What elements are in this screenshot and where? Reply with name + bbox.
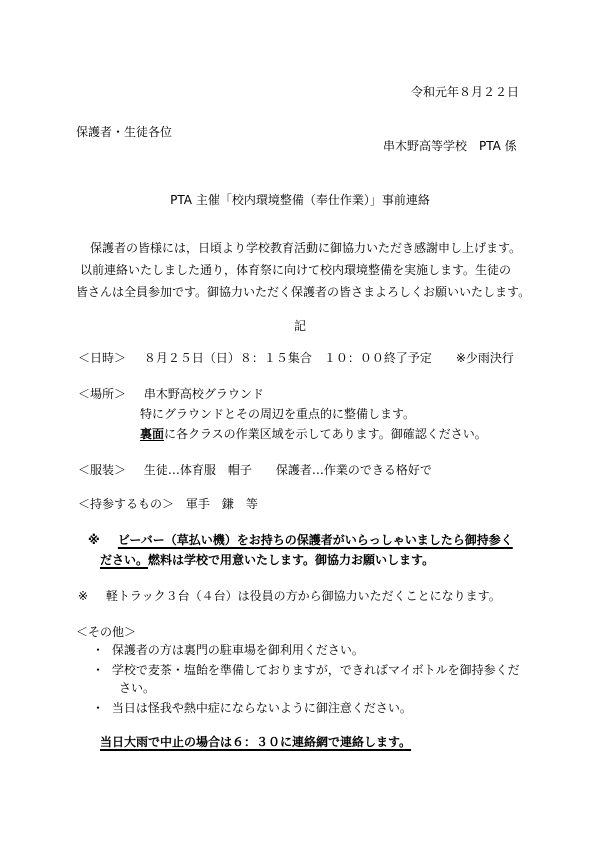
note1-line-1 — [88, 532, 513, 548]
others-bullet-1-text: 保護者の方は裏門の駐車場を御利用ください。 — [111, 643, 364, 657]
others-bullet-2-text: 学校で麦茶・塩飴を準備しておりますが，できればマイボトルを御持参くだ — [111, 663, 520, 677]
items-value: 軍手 鎌 等 — [185, 497, 258, 511]
others-bullet-3-text: 当日は怪我や熱中症にならないように御注意ください。 — [111, 701, 412, 715]
others-bullet-2 — [92, 662, 520, 678]
intro-line-1: 保護者の皆様には，日頃より学校教育活動に御協力いただき感謝申し上げます。 — [90, 241, 522, 255]
place-line-2: 特にグラウンドとその周辺を重点的に整備します。 — [140, 407, 416, 421]
attire-value: 生徒…体育服 帽子 保護者…作業のできる格好で — [143, 463, 432, 477]
note1-mark: ※ — [88, 533, 100, 547]
items-row — [78, 496, 258, 512]
datetime-label: ＜日時＞ — [78, 351, 127, 365]
datetime-value: ８月２５日（日）８：１５集合 １０：００終了予定 ※少雨決行 — [143, 351, 514, 365]
others-bullet-3 — [92, 700, 412, 716]
document-title: PTA 主催「校内環境整備（奉仕作業）」事前連絡 — [170, 193, 430, 207]
place-label: ＜場所＞ — [78, 387, 127, 401]
place-line-3-rest: に各クラスの作業区域を示してあります。御確認ください。 — [164, 427, 487, 441]
ki-heading: 記 — [293, 319, 306, 333]
note1-text-1: ビーバー（草払い機）をお持ちの保護者がいらっしゃいましたら御持参く — [117, 533, 513, 547]
bullet-mark: ・ — [92, 663, 105, 677]
place-line-3 — [140, 426, 487, 442]
intro-line-3: 皆さんは全員参加です。御協力いただく保護者の皆さまよろしくお願いいたします。 — [76, 285, 531, 299]
note1-emphasis: ださい。 — [100, 553, 149, 567]
note1-text-2: 燃料は学校で用意いたします。御協力お願いします。 — [148, 553, 435, 567]
sender: 串木野高等学校 PTA 係 — [383, 139, 517, 153]
bullet-mark: ・ — [92, 701, 105, 715]
place-emphasis: 裏面 — [140, 427, 165, 441]
items-label: ＜持参するもの＞ — [78, 497, 175, 511]
intro-line-2: 以前連絡いたしました通り，体育祭に向けて校内環境整備を実施します。生徒の — [80, 263, 512, 277]
datetime-row — [78, 350, 514, 366]
others-label: ＜その他＞ — [76, 625, 137, 639]
note1-line-2 — [100, 552, 434, 568]
bullet-mark: ・ — [92, 643, 105, 657]
attire-row — [78, 462, 432, 478]
others-bullet-1 — [92, 642, 364, 658]
note2-row — [78, 588, 501, 604]
note2-mark: ※ — [78, 589, 89, 603]
others-bullet-2-cont: さい。 — [119, 681, 156, 695]
document-date: 令和元年８月２２日 — [411, 85, 520, 99]
final-notice: 当日大雨で中止の場合は６：３０に連絡網で連絡します。 — [100, 735, 412, 749]
attire-label: ＜服装＞ — [78, 463, 127, 477]
note2-text: 軽トラック３台（４台）は役員の方から御協力いただくことになります。 — [105, 589, 501, 603]
place-line-1: 串木野高校グラウンド — [143, 387, 264, 401]
place-row — [78, 386, 264, 402]
addressee: 保護者・生徒各位 — [76, 125, 173, 139]
